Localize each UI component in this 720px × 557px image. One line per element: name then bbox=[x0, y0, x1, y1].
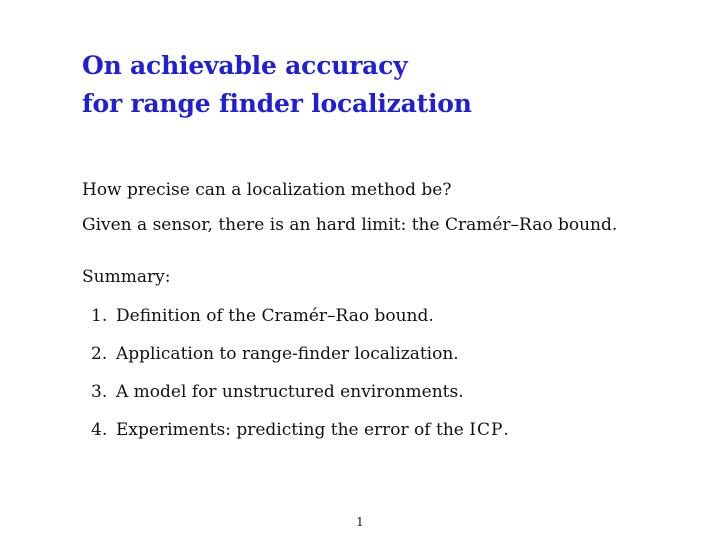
intro-question: How precise can a localization method be? bbox=[82, 180, 452, 200]
summary-item-number: 4. bbox=[91, 420, 108, 440]
summary-item-text: Experiments: predicting the error of the bbox=[116, 420, 470, 440]
summary-item-1 bbox=[91, 303, 509, 341]
summary-item-2 bbox=[91, 341, 509, 379]
title-line-1: On achievable accuracy bbox=[82, 51, 408, 80]
summary-heading: Summary: bbox=[82, 267, 171, 287]
summary-list bbox=[91, 303, 509, 455]
title-line-2: for range finder localization bbox=[82, 89, 472, 118]
icp-abbreviation: ICP bbox=[469, 420, 504, 440]
summary-item-text: Application to range-finder localization. bbox=[116, 344, 459, 364]
summary-item-number: 2. bbox=[91, 344, 108, 364]
page-number: 1 bbox=[356, 515, 364, 529]
summary-item-4 bbox=[91, 417, 509, 455]
summary-item-text: Definition of the Cramér–Rao bound. bbox=[116, 306, 434, 326]
summary-item-number: 1. bbox=[91, 306, 108, 326]
summary-item-3 bbox=[91, 379, 509, 417]
summary-item-text: A model for unstructured environments. bbox=[116, 382, 464, 402]
slide-title bbox=[82, 47, 472, 123]
summary-item-suffix: . bbox=[503, 420, 509, 440]
intro-statement: Given a sensor, there is an hard limit: the Cramér–Rao bound. bbox=[82, 215, 618, 235]
summary-item-number: 3. bbox=[91, 382, 108, 402]
intro-text bbox=[82, 173, 617, 243]
